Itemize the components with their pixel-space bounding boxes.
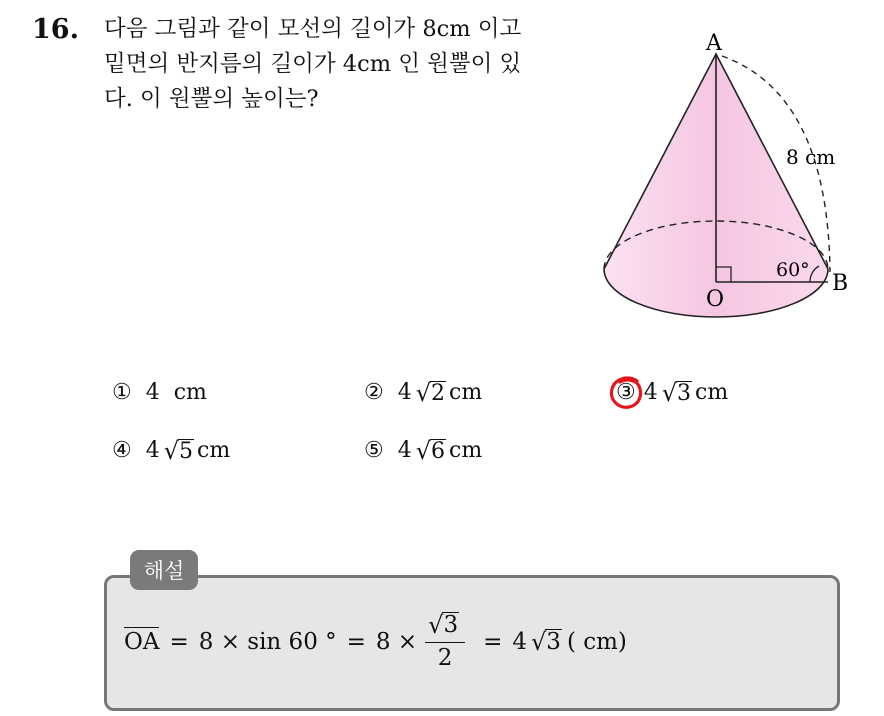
label-a: A — [706, 31, 722, 56]
label-o: O — [706, 287, 725, 312]
choice-5-unit: cm — [449, 438, 483, 463]
choice-2-sqrt: √ 2 — [415, 378, 446, 407]
choice-1[interactable] — [112, 380, 207, 405]
fraction-denominator: 2 — [437, 645, 453, 671]
choice-5[interactable] — [364, 438, 482, 463]
choice-2[interactable] — [364, 380, 482, 405]
question-line-3: 다. 이 원뿔의 높이는? — [104, 86, 319, 112]
choice-5-value — [398, 438, 482, 463]
result-coef: 4 — [512, 628, 527, 655]
solution-formula — [124, 612, 627, 671]
result-unit: ( cm) — [566, 628, 627, 655]
equals-2: = — [346, 628, 366, 655]
choice-4-value — [146, 438, 230, 463]
slant-length-label: 8 cm — [786, 145, 836, 169]
answer-choices — [112, 380, 832, 480]
expr-times: 8 × — [375, 628, 418, 655]
choice-4-unit: cm — [197, 438, 231, 463]
choice-1-value — [146, 380, 207, 405]
choice-2-unit: cm — [449, 380, 483, 405]
question-text — [104, 12, 594, 117]
equals-1: = — [169, 628, 189, 655]
choice-5-number: ⑤ — [364, 438, 384, 463]
fraction-numerator: √ 3 — [425, 612, 465, 643]
choice-2-coef: 4 — [397, 380, 412, 405]
choice-2-value — [398, 380, 482, 405]
choice-4-sqrt: √ 5 — [163, 436, 194, 465]
question-line-1: 다음 그림과 같이 모선의 길이가 8cm 이고 — [104, 16, 522, 42]
choice-3-value — [644, 380, 728, 405]
result-sqrt: √ 3 — [531, 628, 561, 656]
choice-3-number: ③ — [616, 380, 636, 405]
choice-3-unit: cm — [695, 380, 729, 405]
expr-sin: 8 × sin 60 ° — [198, 628, 337, 655]
solution-label: 해설 — [130, 550, 198, 590]
choice-2-number: ② — [364, 380, 384, 405]
question-number: 16. — [32, 14, 79, 45]
choice-1-coef: 4 — [145, 380, 160, 405]
label-b: B — [832, 271, 849, 296]
choice-3[interactable] — [616, 380, 728, 405]
angle-label: 60° — [776, 259, 810, 281]
choice-4-number: ④ — [112, 438, 132, 463]
choice-4-coef: 4 — [145, 438, 160, 463]
equals-3: = — [483, 628, 503, 655]
choice-5-coef: 4 — [397, 438, 412, 463]
choice-3-coef: 4 — [643, 380, 658, 405]
fraction — [425, 612, 465, 671]
choice-4[interactable] — [112, 438, 230, 463]
cone-figure — [596, 24, 864, 334]
choice-5-sqrt: √ 6 — [415, 436, 446, 465]
segment-oa: OA — [124, 629, 160, 656]
choice-1-number: ① — [112, 380, 132, 405]
choice-1-unit: cm — [173, 380, 207, 405]
choice-3-sqrt: √ 3 — [661, 378, 692, 407]
question-line-2: 밑면의 반지름의 길이가 4cm 인 원뿔이 있 — [104, 51, 522, 77]
